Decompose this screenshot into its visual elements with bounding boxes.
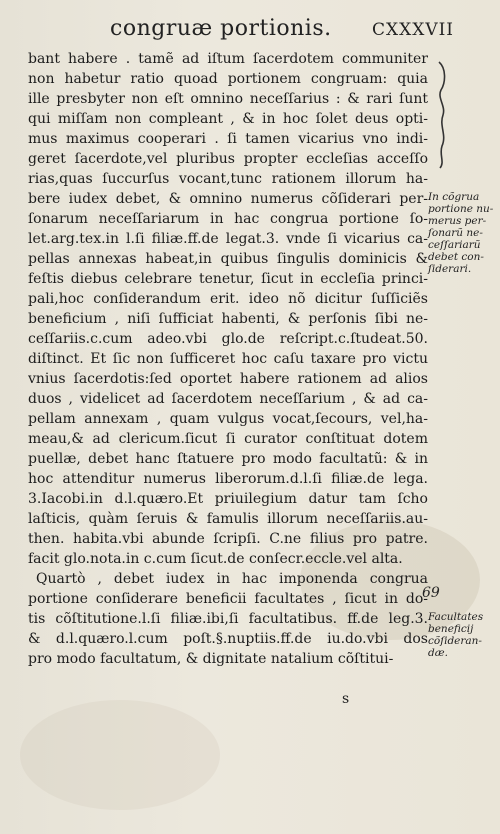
text-line bbox=[28, 249, 428, 269]
text-line bbox=[28, 569, 428, 589]
text-line bbox=[28, 189, 428, 209]
text-line bbox=[28, 589, 428, 609]
text-line-content: pro modo facultatum, & dignitate natalium cõſtitui- bbox=[28, 651, 394, 667]
text-line-content: duos , videlicet ad ſacerdotem neceſſarium , & ad ca- bbox=[28, 391, 428, 407]
text-line-content: vnius ſacerdotis:ſed oportet habere rationem ad alios bbox=[28, 371, 428, 387]
marginal-note-line: dæ. bbox=[428, 647, 448, 659]
text-line-content: bere iudex debet, & omnino numerus cõſiderari per- bbox=[28, 191, 428, 207]
text-line-content: Quartò , debet iudex in hac imponenda congrua bbox=[36, 571, 428, 587]
body-text bbox=[28, 49, 428, 669]
text-line bbox=[28, 549, 428, 569]
text-line bbox=[28, 309, 428, 329]
text-line-content: pali,hoc conſiderandum erit. ideo nõ dicitur ſuſſiciẽs bbox=[28, 291, 428, 307]
page-header bbox=[0, 16, 500, 46]
folio-number: CXXXVII bbox=[372, 20, 455, 40]
text-line-content: tis cõſtitutione.l.ſi filiæ.ibi,ſi facultatibus. ff.de leg.3. bbox=[28, 611, 428, 627]
text-line bbox=[28, 269, 428, 289]
marginal-note-line: ſonarũ ne- bbox=[428, 227, 483, 239]
marginal-note-line: beneficij bbox=[428, 623, 474, 635]
text-line-content: facit glo.nota.in c.cum ſicut.de conſecr.eccle.vel alta. bbox=[28, 551, 403, 567]
text-line-content: pellas annexas habeat,in quibus ſingulis dominicis & bbox=[28, 251, 428, 267]
text-line-content: 3.Iacobi.in d.l.quæro.Et priuilegium datur tam ſcho bbox=[28, 491, 428, 507]
text-line-content: qui miſſam non compleant , & in hoc ſolet deus opti- bbox=[28, 111, 428, 127]
text-line bbox=[28, 329, 428, 349]
text-line bbox=[28, 509, 428, 529]
text-line bbox=[28, 609, 428, 629]
text-line-content: ſonarum neceſſariarum in hac congrua portione ſo- bbox=[28, 211, 428, 227]
marginal-note-line: cõſideran- bbox=[428, 635, 482, 647]
text-line bbox=[28, 149, 428, 169]
text-line-content: ille presbyter non eſt omnino neceſſarius : & rari ſunt bbox=[28, 91, 428, 107]
marginal-note-line: ſiderari. bbox=[428, 263, 472, 275]
marginal-note-congrua-portione bbox=[428, 191, 498, 275]
text-line bbox=[28, 89, 428, 109]
text-line-content: let.arg.tex.in l.ſi filiæ.ff.de legat.3. vnde ſi vicarius ca- bbox=[28, 231, 428, 247]
text-line-content: geret ſacerdote,vel pluribus propter eccleſias acceſſo bbox=[28, 151, 428, 167]
text-line-content: meau,& ad clericum.ſicut ſi curator conſtituat dotem bbox=[28, 431, 428, 447]
text-line bbox=[28, 629, 428, 649]
text-line bbox=[28, 349, 428, 369]
text-line bbox=[28, 389, 428, 409]
text-line bbox=[28, 169, 428, 189]
text-line bbox=[28, 429, 428, 449]
paper-stain bbox=[20, 700, 220, 810]
text-line bbox=[28, 649, 428, 669]
text-line-content: pellam annexam , quam vulgus vocat,ſecours, vel,ha- bbox=[28, 411, 428, 427]
text-line bbox=[28, 69, 428, 89]
text-line-content: rias,quas ſuccurſus vocant,tunc rationem illorum ha- bbox=[28, 171, 428, 187]
marginal-note-line: portione nu- bbox=[428, 203, 494, 215]
marginal-note-line: merus per- bbox=[428, 215, 487, 227]
running-title: congruæ portionis. bbox=[110, 16, 332, 41]
text-line bbox=[28, 449, 428, 469]
text-line bbox=[28, 229, 428, 249]
marginal-note-line: ceſſariarũ bbox=[428, 239, 481, 251]
catchword: s bbox=[342, 691, 350, 707]
text-line-content: non habetur ratio quoad portionem congruam: quia bbox=[28, 71, 428, 87]
text-line bbox=[28, 109, 428, 129]
text-line-content: feſtis diebus celebrare tenetur, ſicut in eccleſia princi- bbox=[28, 271, 428, 287]
text-line-content: diſtinct. Et ſic non ſufficeret hoc caſu taxare pro victu bbox=[28, 351, 428, 367]
text-line-content: mus maximus cooperari . ſi tamen vicarius vno indi- bbox=[28, 131, 428, 147]
text-line bbox=[28, 49, 428, 69]
text-line-content: bant habere . tamẽ ad iſtum ſacerdotem communiter bbox=[28, 51, 428, 67]
text-line-content: beneficium , niſi ſufficiat habenti, & perſonis ſibi ne- bbox=[28, 311, 428, 327]
marginal-note-line: debet con- bbox=[428, 251, 484, 263]
marginal-number: 69 bbox=[422, 585, 440, 601]
margin-bracket-mark bbox=[436, 60, 450, 170]
text-line bbox=[28, 489, 428, 509]
text-line-content: hoc attenditur numerus liberorum.d.l.ſi filiæ.de lega. bbox=[28, 471, 428, 487]
text-line-content: portione conſiderare beneficii facultates , ſicut in do- bbox=[28, 591, 428, 607]
text-line-content: ceſſariis.c.cum adeo.vbi glo.de reſcript.c.ſtudeat.50. bbox=[28, 331, 428, 347]
text-line bbox=[28, 129, 428, 149]
text-line bbox=[28, 469, 428, 489]
text-line-content: puellæ, debet hanc ſtatuere pro modo facultatũ: & in bbox=[28, 451, 428, 467]
marginal-note-line: In cõgrua bbox=[428, 191, 480, 203]
text-line bbox=[28, 529, 428, 549]
text-line-content: & d.l.quæro.l.cum poſt.§.nuptiis.ff.de iu.do.vbi dos bbox=[28, 631, 428, 647]
text-line-content: laſticis, quàm ſeruis & famulis illorum neceſſariis.au- bbox=[28, 511, 428, 527]
text-line bbox=[28, 369, 428, 389]
text-line bbox=[28, 289, 428, 309]
marginal-note-line: Facultates bbox=[428, 611, 484, 623]
text-line bbox=[28, 409, 428, 429]
text-line-content: then. habita.vbi abunde ſcripſi. C.ne filius pro patre. bbox=[28, 531, 428, 547]
marginal-note-facultates bbox=[428, 611, 498, 659]
text-line bbox=[28, 209, 428, 229]
